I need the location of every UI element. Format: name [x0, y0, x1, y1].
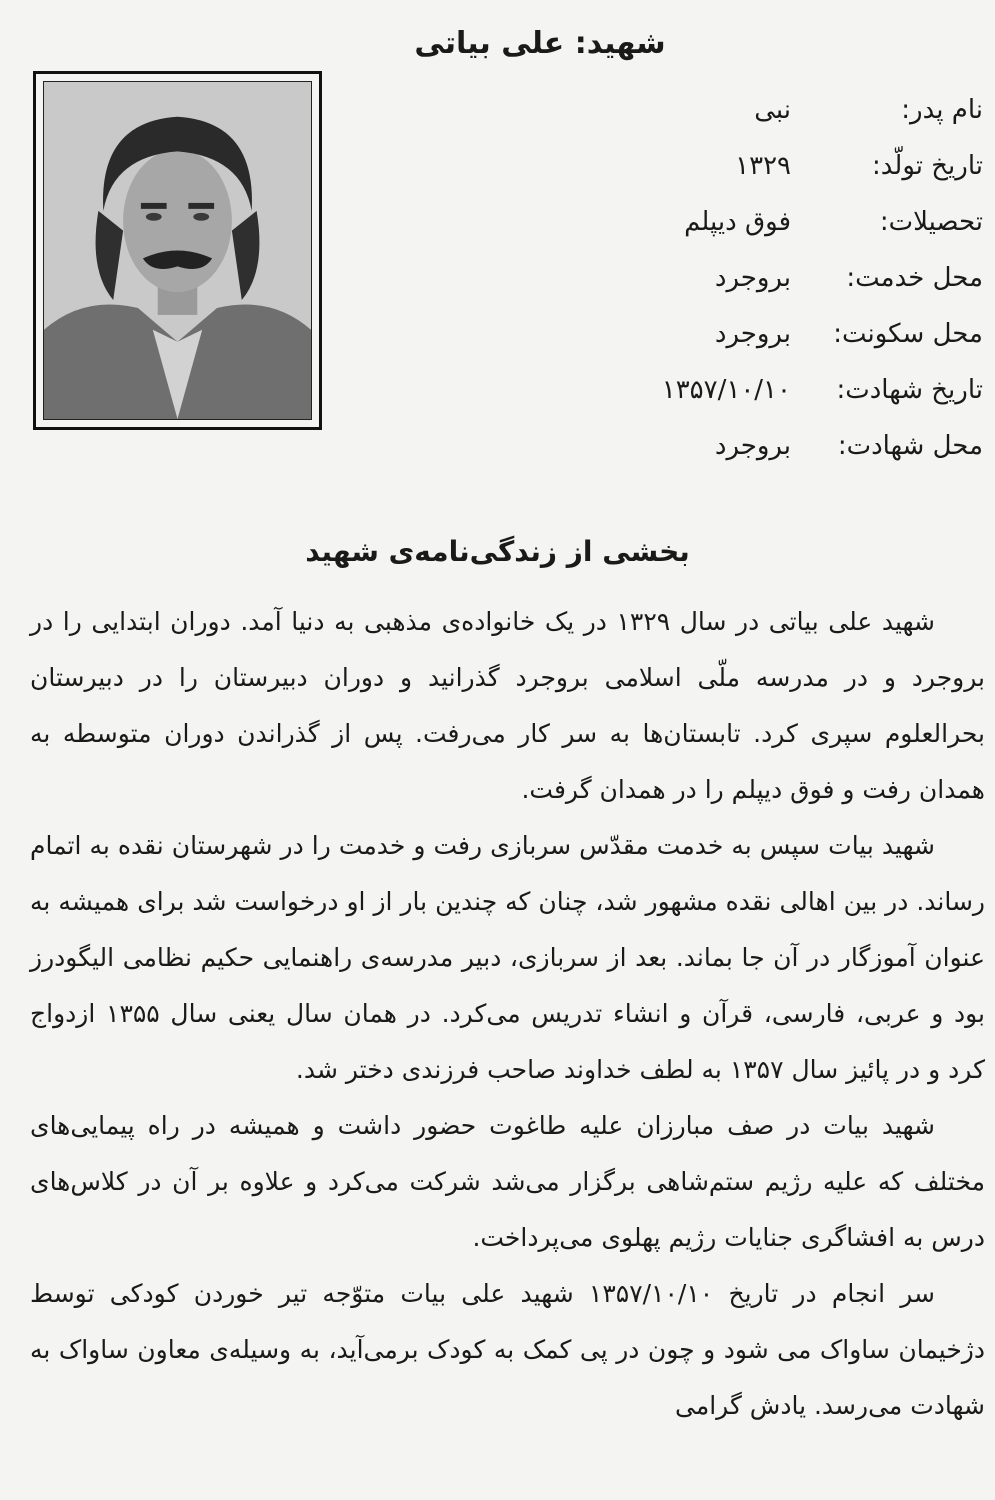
section-title: بخشی از زندگی‌نامه‌ی شهید [305, 535, 690, 568]
bio-paragraph: سر انجام در تاریخ ۱۳۵۷/۱۰/۱۰ شهید علی بیات متوّجه تیر خوردن کودکی توسط دژخیمان ساواک می شود و چون در پی کمک به کودک برمی‌آید، به وسیله‌ی معاون ساواک به شهادت می‌رسد. یادش گرامی [30, 1279, 985, 1420]
page-title: شهید: علی بیاتی [414, 26, 666, 61]
info-value: بروجرد [714, 319, 791, 349]
bio-paragraph: شهید بیات سپس به خدمت مقدّس سربازی رفت و خدمت را در شهرستان نقده به اتمام رساند. در بین اهالی نقده مشهور شد، چنان که چندین بار از او درخواست شد برای همیشه به عنوان آموزگار در آن جا بماند. بعد از سربازی، دبیر مدرسه‌ی راهنمایی حکیم نظامی الیگودرز بود و عربی، فارسی، قرآن و انشاء تدریس می‌کرد. در همان سال یعنی سال ۱۳۵۵ ازدواج کرد و در پائیز سال ۱۳۵۷ به لطف خداوند صاحب فرزندی دختر شد. [30, 831, 985, 1084]
info-label: تاریخ تولّد: [872, 151, 983, 181]
info-label: تحصیلات: [879, 207, 983, 237]
info-row-residence [573, 306, 983, 362]
info-list [573, 82, 983, 474]
info-label: محل سکونت: [833, 319, 983, 349]
info-label: نام پدر: [901, 95, 983, 125]
info-label: محل خدمت: [846, 263, 983, 293]
info-value: ۱۳۲۹ [735, 151, 791, 181]
info-label: محل شهادت: [837, 431, 983, 461]
info-value: فوق دیپلم [684, 207, 791, 237]
info-value: بروجرد [714, 431, 791, 461]
info-value: ۱۳۵۷/۱۰/۱۰ [661, 375, 791, 405]
info-row-service [573, 250, 983, 306]
info-row-martyrdom-date [573, 362, 983, 418]
bio-paragraph: شهید علی بیاتی در سال ۱۳۲۹ در یک خانواده‌ی مذهبی به دنیا آمد. دوران ابتدایی را در بروجرد و در مدرسه ملّی اسلامی بروجرد گذرانید و دوران دبیرستان را در دبیرستان بحرالعلوم سپری کرد. تابستان‌ها به سر کار می‌رفت. پس از گذراندن دوران متوسطه به همدان رفت و فوق دیپلم را در همدان گرفت. [30, 607, 985, 804]
biography-text [30, 594, 985, 1434]
info-row-education [573, 194, 983, 250]
portrait-photo-frame [33, 71, 322, 430]
info-row-birth [573, 138, 983, 194]
portrait-photo [43, 81, 312, 420]
info-row-father [573, 82, 983, 138]
bio-paragraph: شهید بیات در صف مبارزان علیه طاغوت حضور داشت و همیشه در راه پیمایی‌های مختلف که علیه رژیم ستم‌شاهی برگزار می‌شد شرکت می‌کرد و علاوه بر آن در کلاس‌های درس به افشاگری جنایات رژیم پهلوی می‌پرداخت. [30, 1111, 985, 1252]
info-label: تاریخ شهادت: [836, 375, 983, 405]
info-value: نبی [754, 95, 791, 125]
info-row-martyrdom-place [573, 418, 983, 474]
info-value: بروجرد [714, 263, 791, 293]
